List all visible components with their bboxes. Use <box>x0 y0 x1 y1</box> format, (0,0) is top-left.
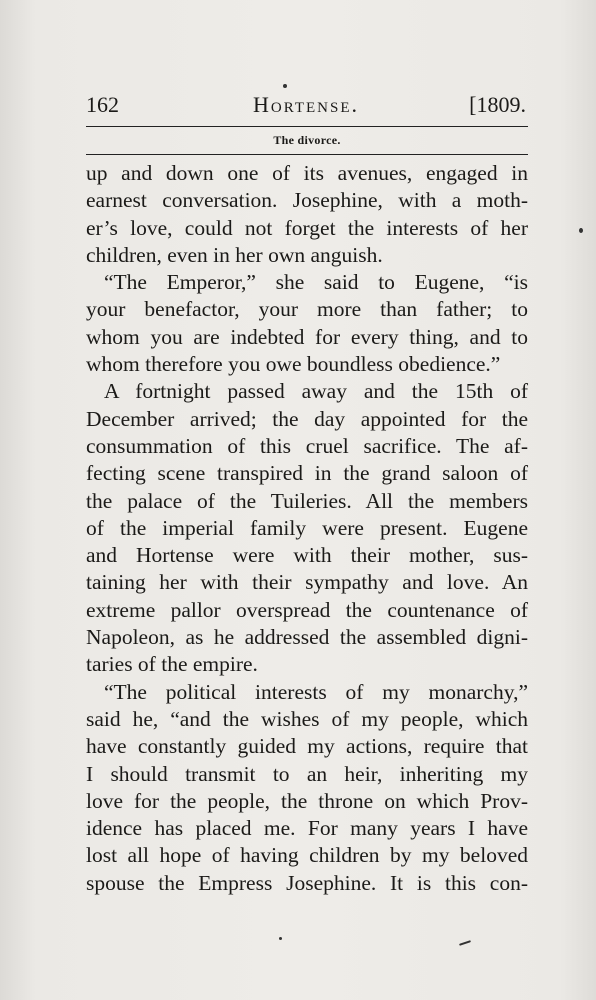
text-line: your benefactor, your more than father; to <box>86 297 528 322</box>
ink-speck <box>283 84 287 88</box>
section-subhead: The divorce. <box>273 133 341 147</box>
text-line: taries of the empire. <box>86 652 258 677</box>
text-line: fecting scene transpired in the grand saloon of <box>86 461 528 486</box>
text-line: earnest conversation. Josephine, with a moth- <box>86 188 528 213</box>
running-title: Hortense. <box>253 92 359 117</box>
text-line: have constantly guided my actions, require that <box>86 734 528 759</box>
text-line: I should transmit to an heir, inheriting my <box>86 761 528 786</box>
text-line: idence has placed me. For many years I have <box>86 816 528 841</box>
text-line: Napoleon, as he addressed the assembled digni- <box>86 625 528 650</box>
header-rule-bottom <box>86 154 528 155</box>
text-line: whom therefore you owe boundless obedience.” <box>86 352 501 377</box>
text-line: A fortnight passed away and the 15th of <box>104 379 528 404</box>
running-header <box>86 92 526 126</box>
text-line: lost all hope of having children by my beloved <box>86 843 528 868</box>
text-line: December arrived; the day appointed for the <box>86 406 528 431</box>
text-line: of the imperial family were present. Eugene <box>86 515 528 540</box>
text-line: and Hortense were with their mother, sus- <box>86 543 528 568</box>
text-line: children, even in her own anguish. <box>86 242 383 267</box>
text-line: whom you are indebted for every thing, and to <box>86 324 528 349</box>
text-line: er’s love, could not forget the interests of her <box>86 215 528 240</box>
header-year: [1809. <box>469 92 526 117</box>
text-line: said he, “and the wishes of my people, which <box>86 706 528 731</box>
body-text <box>86 160 528 897</box>
text-line: extreme pallor overspread the countenance of <box>86 597 528 622</box>
text-line: love for the people, the throne on which Prov- <box>86 788 528 813</box>
ink-speck <box>459 940 471 946</box>
ink-speck <box>279 937 282 940</box>
header-rule-top <box>86 126 528 127</box>
text-line: up and down one of its avenues, engaged in <box>86 161 528 185</box>
text-line: spouse the Empress Josephine. It is this con- <box>86 870 528 895</box>
text-line: “The Emperor,” she said to Eugene, “is <box>104 270 528 295</box>
text-line: taining her with their sympathy and love. An <box>86 570 528 595</box>
text-line: consummation of this cruel sacrifice. The af- <box>86 433 528 458</box>
page-number: 162 <box>86 92 119 117</box>
text-line: “The political interests of my monarchy,” <box>104 679 528 704</box>
ink-speck <box>579 228 583 233</box>
text-line: the palace of the Tuileries. All the members <box>86 488 528 513</box>
